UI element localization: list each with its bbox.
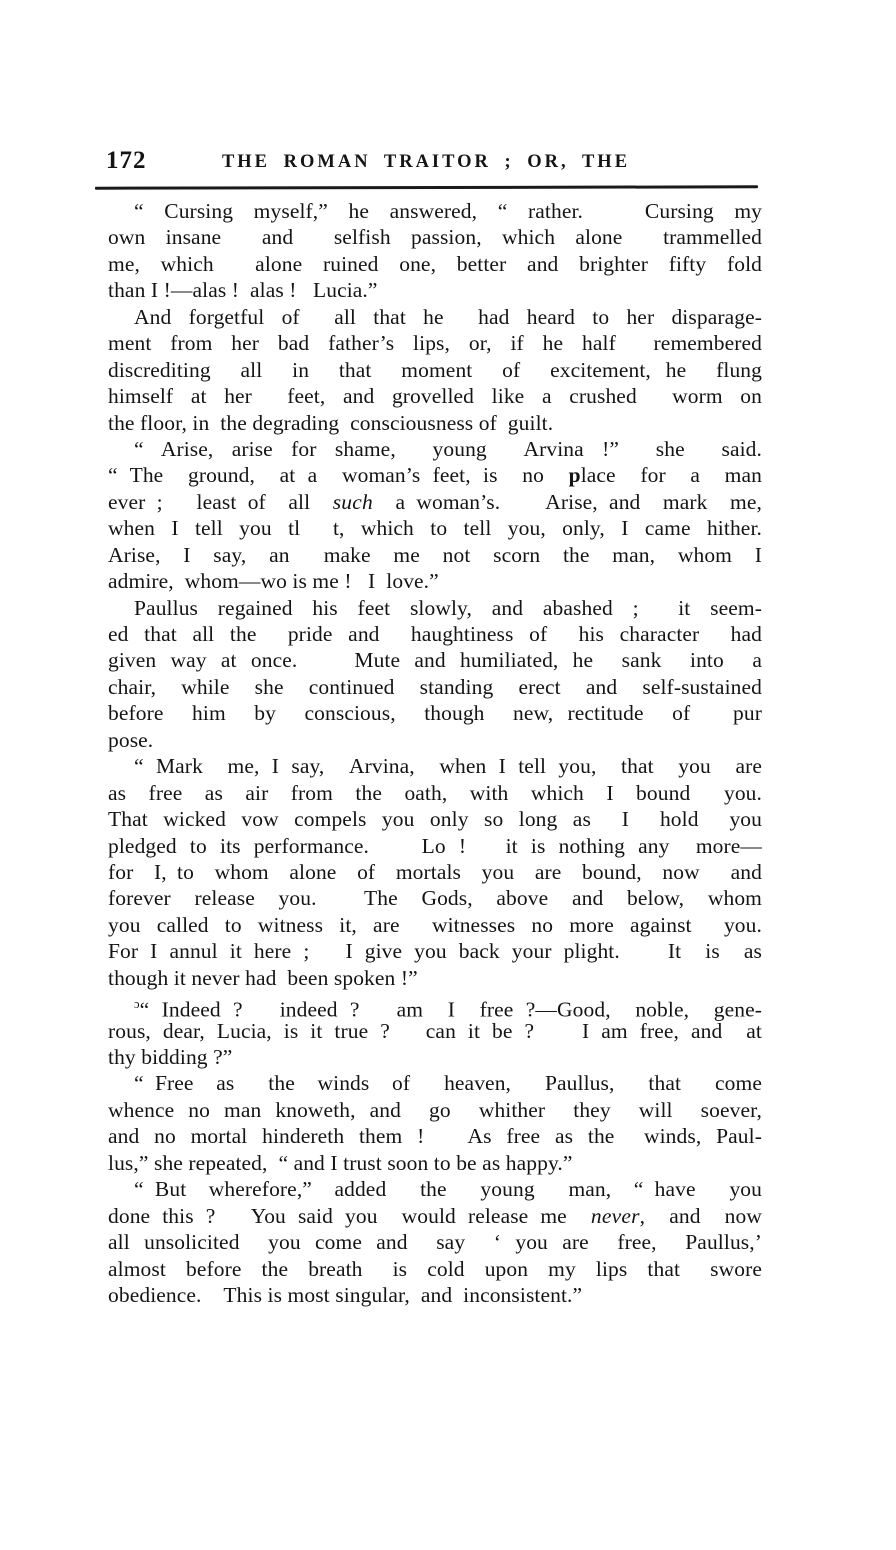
text-line: ever ; least of all such a woman’s. Arise, and mark me, xyxy=(108,489,762,514)
text-line: forever release you. The Gods, above and below, whom xyxy=(108,886,762,911)
text-line: And forgetful of all that he had heard to her disparage- xyxy=(134,304,762,329)
text-line: lus,” she repeated, “ and I trust soon to be as happy.” xyxy=(108,1150,573,1175)
text-line: Paullus regained his feet slowly, and abashed ; it seem- xyxy=(134,595,762,620)
text-line: Arise, I say, an make me not scorn the man, whom I xyxy=(108,542,762,567)
paragraph xyxy=(108,1070,762,1176)
text-line: obedience. This is most singular, and inconsistent.” xyxy=(108,1282,583,1307)
text-line: for I, to whom alone of mortals you are bound, now and xyxy=(108,859,762,884)
text-line: “ The ground, at a woman’s feet, is no place for a man xyxy=(108,463,762,488)
text-line: That wicked vow compels you only so long as I hold you xyxy=(108,807,762,832)
text-line: $^ɔ$“ Indeed ? indeed ? am I free ?—Good, noble, gene- xyxy=(134,997,762,1022)
paragraph xyxy=(108,595,762,754)
text-line: you called to witness it, are witnesses no more against you. xyxy=(108,912,762,937)
paragraph xyxy=(108,991,762,1070)
text-line: me, which alone ruined one, better and brighter fifty fold xyxy=(108,251,762,276)
text-line: own insane and selfish passion, which alone trammelled xyxy=(108,225,762,250)
paragraph xyxy=(108,304,762,436)
text-line: the floor, in the degrading consciousness of guilt. xyxy=(108,410,554,435)
text-line: whence no man knoweth, and go whither they will soever, xyxy=(108,1097,762,1122)
text-line: rous, dear, Lucia, is it true ? can it be ? I am free, and at xyxy=(108,1018,762,1043)
text-line: discrediting all in that moment of excitement, he flung xyxy=(108,357,762,382)
text-line: “ Cursing myself,” he answered, “ rather. Cursing my xyxy=(134,199,762,223)
text-line: before him by conscious, though new, rectitude of pur xyxy=(108,701,762,726)
text-line: himself at her feet, and grovelled like a crushed worm on xyxy=(108,384,762,409)
text-line: “ Mark me, I say, Arvina, when I tell you, that you are xyxy=(134,754,762,779)
paragraph xyxy=(108,1176,762,1308)
page-number: 172 xyxy=(106,147,147,174)
paragraph xyxy=(108,436,762,595)
text-block xyxy=(108,198,762,1308)
paragraph xyxy=(108,753,762,991)
text-line: admire, whom—wo is me ! I love.” xyxy=(108,569,439,594)
text-line: given way at once. Mute and humiliated, he sank into a xyxy=(108,648,762,673)
text-line: ed that all the pride and haughtiness of his character had xyxy=(108,622,762,646)
running-title: THE ROMAN TRAITOR ; OR, THE xyxy=(221,152,631,172)
text-line: almost before the breath is cold upon my lips that swore xyxy=(108,1256,762,1281)
text-line: For I annul it here ; I give you back your plight. It is as xyxy=(108,939,762,964)
header-rule xyxy=(95,185,758,189)
text-line: ment from her bad father’s lips, or, if he half remembered xyxy=(108,331,762,356)
text-line: as free as air from the oath, with which I bound you. xyxy=(108,780,762,805)
text-line: pose. xyxy=(108,727,154,752)
text-line: “ Arise, arise for shame, young Arvina !” she said. xyxy=(134,436,762,461)
text-line: chair, while she continued standing erect and self-sustained xyxy=(108,674,762,699)
text-line: pledged to its performance. Lo ! it is nothing any more— xyxy=(108,833,762,858)
text-line: all unsolicited you come and say ‘ you are free, Paullus,’ xyxy=(108,1230,762,1255)
text-line: and no mortal hindereth them ! As free as the winds, Paul- xyxy=(108,1124,762,1149)
text-line: though it never had been spoken !” xyxy=(108,965,418,990)
text-line: “ But wherefore,” added the young man, “ have you xyxy=(134,1177,762,1202)
text-line: thy bidding ?” xyxy=(108,1045,233,1069)
text-line: done this ? You said you would release me never, and now xyxy=(108,1203,762,1228)
text-line: “ Free as the winds of heaven, Paullus, that come xyxy=(134,1071,762,1096)
paragraph xyxy=(108,198,762,304)
text-line: than I !—alas ! alas ! Lucia.” xyxy=(108,278,378,303)
text-line: when I tell you tl t, which to tell you, only, I came hither. xyxy=(108,516,762,541)
